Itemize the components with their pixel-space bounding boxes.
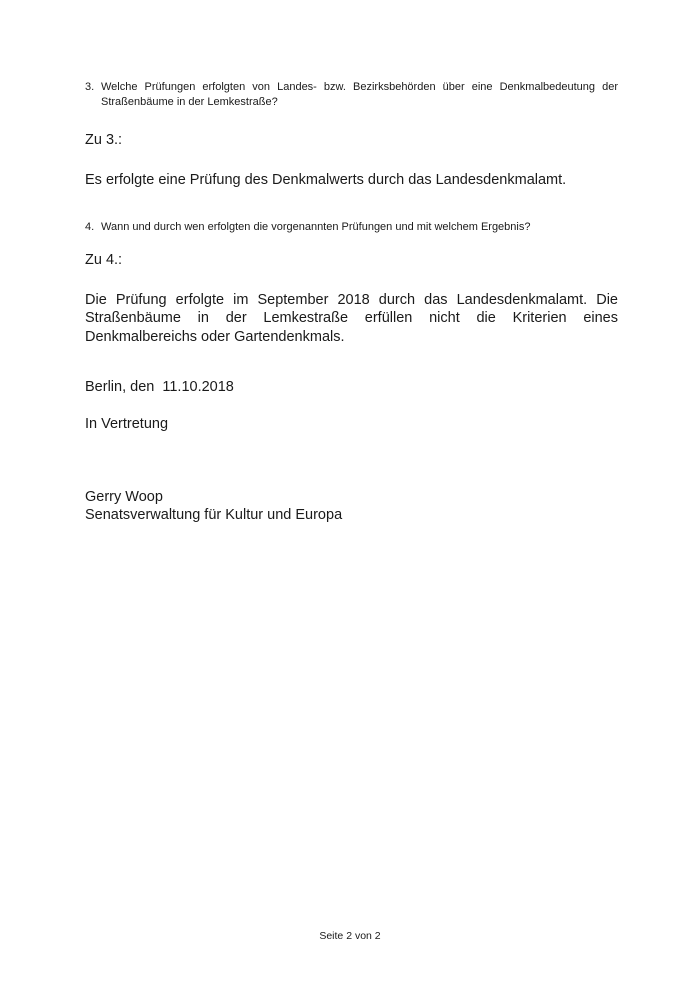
question-3-number: 3. — [85, 81, 95, 93]
representation-note: In Vertretung — [85, 416, 169, 433]
dateline: Berlin, den 11.10.2018 — [85, 379, 234, 396]
question-4-text: Wann und durch wen erfolgten die vorgenannten Prüfungen und mit welchem Ergebnis? — [101, 221, 531, 233]
page-footer: Seite 2 von 2 — [319, 930, 381, 942]
document-content — [85, 80, 618, 524]
question-4 — [85, 220, 618, 235]
question-4-number: 4. — [85, 221, 95, 233]
signer-name: Gerry Woop — [85, 489, 163, 506]
question-3-text: Welche Prüfungen erfolgten von Landes- bzw. Bezirksbehörden über eine Denkmalbedeutung der Straßenbäume in der Lemkestraße? — [101, 81, 618, 108]
signature-block — [85, 488, 618, 524]
answer-3-label: Zu 3.: — [85, 132, 123, 149]
answer-4-text: Die Prüfung erfolgte im September 2018 durch das Landesdenkmalamt. Die Straßenbäume in der Lemkestraße erfüllen nicht die Kriterien eines Denkmalbereichs oder Gartendenkmals. — [85, 291, 618, 346]
question-3 — [85, 80, 618, 109]
answer-4-label: Zu 4.: — [85, 251, 123, 268]
answer-3-text: Es erfolgte eine Prüfung des Denkmalwerts durch das Landesdenkmalamt. — [85, 172, 567, 189]
signer-organization: Senatsverwaltung für Kultur und Europa — [85, 507, 343, 524]
